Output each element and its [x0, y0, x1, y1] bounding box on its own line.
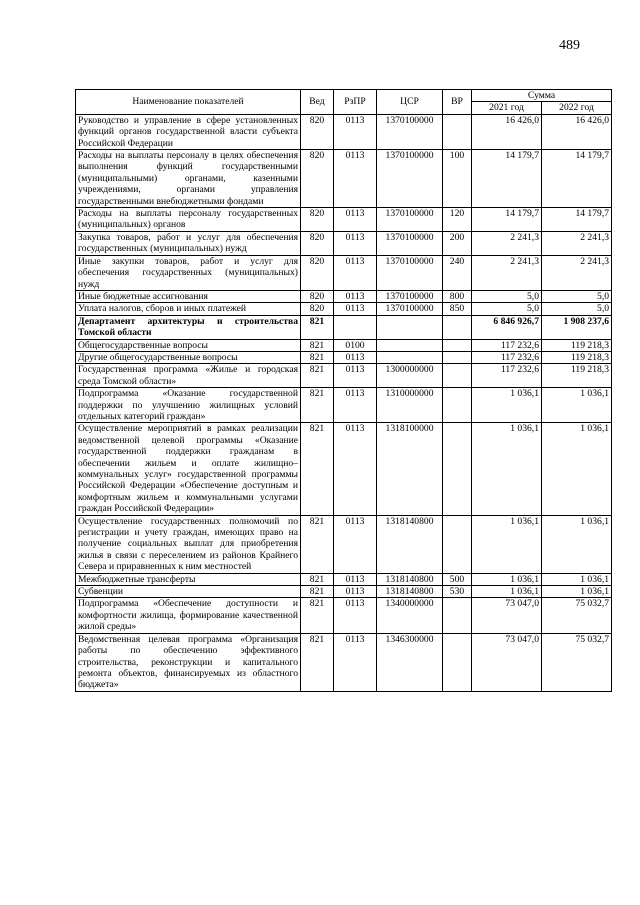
cell-y2021: 73 047,0 — [472, 598, 542, 633]
cell-y2021: 16 426,0 — [472, 114, 542, 149]
table-row — [76, 315, 612, 339]
table-row — [76, 255, 612, 290]
cell-ved: 821 — [301, 315, 334, 339]
header-sum: Сумма — [472, 90, 612, 102]
cell-name: Межбюджетные трансферты — [76, 573, 301, 585]
cell-y2022: 1 036,1 — [542, 388, 612, 423]
cell-ved: 821 — [301, 388, 334, 423]
header-rzpr: РзПР — [334, 90, 377, 115]
cell-rzpr: 0113 — [334, 150, 377, 208]
table-row — [76, 388, 612, 423]
cell-vr — [443, 388, 472, 423]
table-row — [76, 290, 612, 302]
cell-name: Подпрограмма «Оказание государственной поддержки по улучшению жилищных условий отдельных категорий граждан» — [76, 388, 301, 423]
cell-ved: 820 — [301, 150, 334, 208]
cell-y2021: 6 846 926,7 — [472, 315, 542, 339]
cell-ved: 821 — [301, 423, 334, 515]
cell-y2021: 73 047,0 — [472, 633, 542, 691]
cell-name: Другие общегосударственные вопросы — [76, 351, 301, 363]
header-year-2021: 2021 год — [472, 102, 542, 114]
cell-name: Иные бюджетные ассигнования — [76, 290, 301, 302]
cell-csr: 1370100000 — [377, 114, 443, 149]
cell-name: Ведомственная целевая программа «Организация работы по обеспечению эффективного строительства, реконструкции и капитального ремонта объектов, финансируемых из областного бюджета» — [76, 633, 301, 691]
cell-csr: 1310000000 — [377, 388, 443, 423]
cell-y2021: 117 232,6 — [472, 351, 542, 363]
cell-y2022: 5,0 — [542, 290, 612, 302]
cell-rzpr: 0113 — [334, 586, 377, 598]
cell-rzpr: 0113 — [334, 633, 377, 691]
cell-name: Осуществление мероприятий в рамках реализации ведомственной целевой программы «Оказание государственной поддержки гражданам в обеспечении жильем и оплате жилищно–коммунальных услуг» государственной программы Российской Федерации «Обеспечение доступным и комфортным жильем и коммунальными услугами граждан Российской Федерации» — [76, 423, 301, 515]
cell-csr: 1318140800 — [377, 515, 443, 573]
cell-y2022: 75 032,7 — [542, 633, 612, 691]
cell-y2022: 1 036,1 — [542, 423, 612, 515]
cell-vr — [443, 315, 472, 339]
cell-y2022: 16 426,0 — [542, 114, 612, 149]
cell-rzpr: 0113 — [334, 515, 377, 573]
cell-vr: 850 — [443, 303, 472, 315]
cell-csr: 1370100000 — [377, 290, 443, 302]
cell-y2021: 1 036,1 — [472, 388, 542, 423]
table-row — [76, 423, 612, 515]
cell-vr: 530 — [443, 586, 472, 598]
header-csr: ЦСР — [377, 90, 443, 115]
cell-rzpr: 0100 — [334, 339, 377, 351]
table-row — [76, 586, 612, 598]
table-body — [76, 114, 612, 691]
cell-csr — [377, 315, 443, 339]
cell-ved: 820 — [301, 255, 334, 290]
table-row — [76, 231, 612, 255]
cell-y2021: 2 241,3 — [472, 255, 542, 290]
cell-csr: 1370100000 — [377, 255, 443, 290]
cell-csr: 1370100000 — [377, 303, 443, 315]
table-row — [76, 364, 612, 388]
cell-rzpr: 0113 — [334, 598, 377, 633]
cell-y2022: 1 908 237,6 — [542, 315, 612, 339]
cell-ved: 821 — [301, 586, 334, 598]
cell-ved: 821 — [301, 364, 334, 388]
table-row — [76, 573, 612, 585]
table-row — [76, 339, 612, 351]
cell-vr — [443, 351, 472, 363]
cell-ved: 820 — [301, 208, 334, 232]
cell-ved: 821 — [301, 598, 334, 633]
cell-ved: 821 — [301, 351, 334, 363]
header-name: Наименование показателей — [76, 90, 301, 115]
cell-vr — [443, 423, 472, 515]
cell-csr: 1300000000 — [377, 364, 443, 388]
cell-y2021: 5,0 — [472, 303, 542, 315]
cell-rzpr: 0113 — [334, 208, 377, 232]
cell-vr — [443, 515, 472, 573]
cell-y2022: 2 241,3 — [542, 255, 612, 290]
cell-csr: 1318100000 — [377, 423, 443, 515]
header-vr: ВР — [443, 90, 472, 115]
table-row — [76, 303, 612, 315]
table-row — [76, 208, 612, 232]
cell-csr — [377, 351, 443, 363]
cell-rzpr: 0113 — [334, 573, 377, 585]
header-year-2022: 2022 год — [542, 102, 612, 114]
cell-y2021: 1 036,1 — [472, 586, 542, 598]
cell-name: Закупка товаров, работ и услуг для обеспечения государственных (муниципальных) нужд — [76, 231, 301, 255]
cell-name: Иные закупки товаров, работ и услуг для обеспечения государственных (муниципальных) нужд — [76, 255, 301, 290]
header-ved: Вед — [301, 90, 334, 115]
cell-name: Подпрограмма «Обеспечение доступности и комфортности жилища, формирование качественной жилой среды» — [76, 598, 301, 633]
budget-table — [75, 89, 612, 692]
table-row — [76, 515, 612, 573]
cell-rzpr: 0113 — [334, 231, 377, 255]
cell-rzpr — [334, 315, 377, 339]
cell-rzpr: 0113 — [334, 114, 377, 149]
cell-y2021: 1 036,1 — [472, 573, 542, 585]
cell-csr: 1370100000 — [377, 208, 443, 232]
cell-y2022: 14 179,7 — [542, 150, 612, 208]
cell-y2022: 2 241,3 — [542, 231, 612, 255]
cell-name: Осуществление государственных полномочий по регистрации и учету граждан, имеющих право на получение социальных выплат для приобретения жилья в связи с переселением из районов Крайнего Севера и приравненных к ним местностей — [76, 515, 301, 573]
cell-ved: 820 — [301, 231, 334, 255]
cell-vr: 800 — [443, 290, 472, 302]
cell-y2022: 5,0 — [542, 303, 612, 315]
cell-y2021: 2 241,3 — [472, 231, 542, 255]
cell-csr — [377, 339, 443, 351]
cell-csr: 1346300000 — [377, 633, 443, 691]
cell-ved: 821 — [301, 515, 334, 573]
cell-y2021: 5,0 — [472, 290, 542, 302]
cell-vr — [443, 364, 472, 388]
cell-y2021: 1 036,1 — [472, 515, 542, 573]
cell-csr: 1318140800 — [377, 573, 443, 585]
cell-vr: 120 — [443, 208, 472, 232]
cell-rzpr: 0113 — [334, 303, 377, 315]
table-row — [76, 633, 612, 691]
cell-vr: 200 — [443, 231, 472, 255]
cell-ved: 821 — [301, 573, 334, 585]
cell-y2021: 14 179,7 — [472, 150, 542, 208]
cell-csr: 1318140800 — [377, 586, 443, 598]
cell-vr — [443, 633, 472, 691]
cell-rzpr: 0113 — [334, 423, 377, 515]
cell-y2022: 75 032,7 — [542, 598, 612, 633]
cell-y2022: 119 218,3 — [542, 339, 612, 351]
cell-name: Государственная программа «Жилье и городская среда Томской области» — [76, 364, 301, 388]
cell-vr — [443, 114, 472, 149]
cell-y2022: 1 036,1 — [542, 586, 612, 598]
cell-rzpr: 0113 — [334, 290, 377, 302]
cell-ved: 820 — [301, 290, 334, 302]
cell-y2021: 117 232,6 — [472, 339, 542, 351]
cell-name: Общегосударственные вопросы — [76, 339, 301, 351]
table-row — [76, 150, 612, 208]
cell-y2022: 14 179,7 — [542, 208, 612, 232]
cell-ved: 820 — [301, 114, 334, 149]
cell-y2022: 1 036,1 — [542, 515, 612, 573]
cell-name: Уплата налогов, сборов и иных платежей — [76, 303, 301, 315]
cell-y2021: 1 036,1 — [472, 423, 542, 515]
cell-ved: 821 — [301, 633, 334, 691]
cell-rzpr: 0113 — [334, 388, 377, 423]
cell-name: Департамент архитектуры и строительства Томской области — [76, 315, 301, 339]
cell-y2022: 119 218,3 — [542, 364, 612, 388]
table-row — [76, 351, 612, 363]
cell-y2021: 14 179,7 — [472, 208, 542, 232]
cell-name: Расходы на выплаты персоналу в целях обеспечения выполнения функций государственными (муниципальными) органами, казенными учреждениями, органами управления государственными внебюджетными фондами — [76, 150, 301, 208]
table-row — [76, 114, 612, 149]
cell-vr — [443, 598, 472, 633]
cell-name: Субвенции — [76, 586, 301, 598]
cell-rzpr: 0113 — [334, 351, 377, 363]
cell-name: Расходы на выплаты персоналу государственных (муниципальных) органов — [76, 208, 301, 232]
cell-csr: 1370100000 — [377, 150, 443, 208]
cell-ved: 820 — [301, 303, 334, 315]
cell-name: Руководство и управление в сфере установленных функций органов государственной власти субъекта Российской Федерации — [76, 114, 301, 149]
cell-y2021: 117 232,6 — [472, 364, 542, 388]
cell-vr: 100 — [443, 150, 472, 208]
cell-vr — [443, 339, 472, 351]
cell-vr: 240 — [443, 255, 472, 290]
cell-csr: 1370100000 — [377, 231, 443, 255]
cell-vr: 500 — [443, 573, 472, 585]
page-number: 489 — [559, 38, 580, 53]
cell-y2022: 119 218,3 — [542, 351, 612, 363]
cell-csr: 1340000000 — [377, 598, 443, 633]
cell-y2022: 1 036,1 — [542, 573, 612, 585]
cell-ved: 821 — [301, 339, 334, 351]
cell-rzpr: 0113 — [334, 255, 377, 290]
cell-rzpr: 0113 — [334, 364, 377, 388]
table-row — [76, 598, 612, 633]
